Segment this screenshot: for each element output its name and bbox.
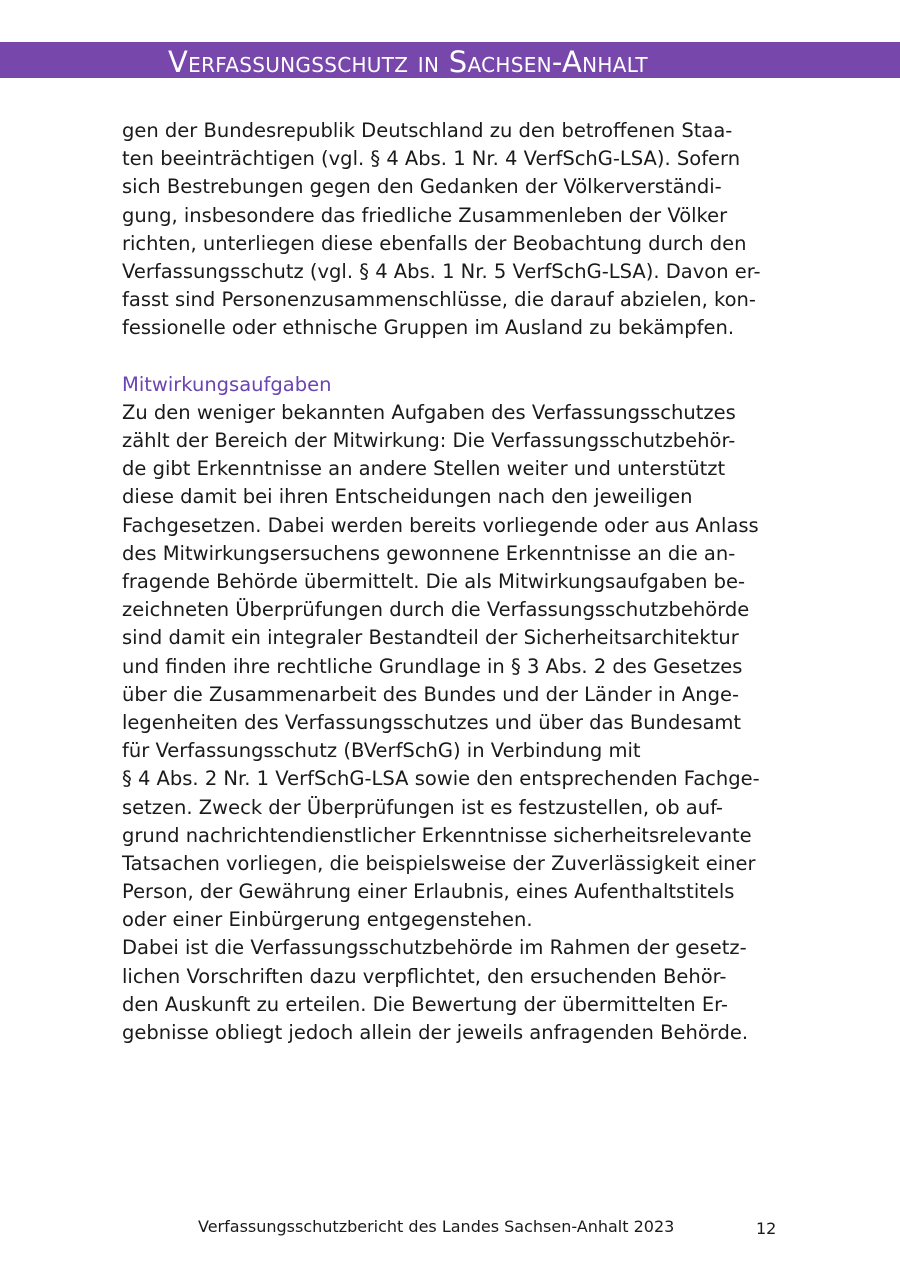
text-line: und finden ihre rechtliche Grundlage in § 3 Abs. 2 des Gesetzes (122, 654, 743, 678)
text-line: setzen. Zweck der Überprüfungen ist es festzustellen, ob auf- (122, 795, 723, 819)
text-line: gen der Bundesrepublik Deutschland zu den betroffenen Staa- (122, 119, 733, 142)
page-header-title: Verfassungsschutz in Sachsen-Anhalt (168, 45, 648, 79)
text-line: für Verfassungsschutz (BVerfSchG) in Verbindung mit (122, 739, 641, 763)
text-line: oder einer Einbürgerung entgegenstehen. (122, 908, 533, 932)
header-bar (0, 42, 900, 78)
footer-report-title: Verfassungsschutzbericht des Landes Sachsen-Anhalt 2023 (198, 1217, 675, 1236)
text-line: ten beeinträchtigen (vgl. § 4 Abs. 1 Nr. 4 VerfSchG-LSA). Sofern (122, 147, 741, 171)
text-line: sind damit ein integraler Bestandteil der Sicherheitsarchitektur (122, 626, 739, 650)
page-number: 12 (756, 1219, 777, 1238)
text-line: richten, unterliegen diese ebenfalls der Beobachtung durch den (122, 231, 747, 255)
text-line: fasst sind Personenzusammenschlüsse, die darauf abzielen, kon- (122, 288, 756, 312)
text-line: gebnisse obliegt jedoch allein der jeweils anfragenden Behörde. (122, 1021, 749, 1044)
text-line: § 4 Abs. 2 Nr. 1 VerfSchG-LSA sowie den entsprechenden Fachge- (122, 767, 760, 791)
text-line: fragende Behörde übermittelt. Die als Mitwirkungsaufgaben be- (122, 570, 746, 593)
text-line: lichen Vorschriften dazu verpflichtet, den ersuchenden Behör- (122, 964, 727, 988)
text-line: Person, der Gewährung einer Erlaubnis, eines Aufenthaltstitels (122, 880, 735, 904)
text-line: grund nachrichtendienstlicher Erkenntnisse sicherheitsrelevante (122, 823, 752, 847)
main-content (122, 117, 782, 1047)
text-line: Dabei ist die Verfassungsschutzbehörde im Rahmen der gesetz- (122, 936, 747, 960)
text-line: legenheiten des Verfassungsschutzes und über das Bundesamt (122, 710, 742, 734)
text-line: Zu den weniger bekannten Aufgaben des Verfassungsschutzes (122, 400, 736, 424)
paragraph-spacer (122, 343, 782, 371)
text-line: über die Zusammenarbeit des Bundes und der Länder in Ange- (122, 682, 740, 706)
paragraph-mitwirkung (122, 399, 782, 935)
text-line: Fachgesetzen. Dabei werden bereits vorliegende oder aus Anlass (122, 513, 759, 537)
text-line: des Mitwirkungsersuchens gewonnene Erkenntnisse an die an- (122, 541, 736, 565)
text-line: de gibt Erkenntnisse an andere Stellen weiter und unterstützt (122, 457, 726, 481)
text-line: sich Bestrebungen gegen den Gedanken der Völkerverständi- (122, 175, 722, 199)
text-line: Verfassungsschutz (vgl. § 4 Abs. 1 Nr. 5 VerfSchG-LSA). Davon er- (122, 259, 761, 283)
text-line: gung, insbesondere das friedliche Zusammenleben der Völker (122, 203, 728, 227)
paragraph-auskunft (122, 934, 782, 1047)
paragraph-intro (122, 117, 782, 343)
text-line: fessionelle oder ethnische Gruppen im Ausland zu bekämpfen. (122, 316, 735, 340)
section-heading: Mitwirkungsaufgaben (122, 372, 332, 396)
text-line: den Auskunft zu erteilen. Die Bewertung der übermittelten Er- (122, 992, 728, 1016)
text-line: zählt der Bereich der Mitwirkung: Die Verfassungsschutzbehör- (122, 429, 736, 453)
text-line: diese damit bei ihren Entscheidungen nach den jeweiligen (122, 485, 693, 509)
text-line: zeichneten Überprüfungen durch die Verfassungsschutzbehörde (122, 598, 750, 622)
text-line: Tatsachen vorliegen, die beispielsweise der Zuverlässigkeit einer (122, 851, 756, 875)
